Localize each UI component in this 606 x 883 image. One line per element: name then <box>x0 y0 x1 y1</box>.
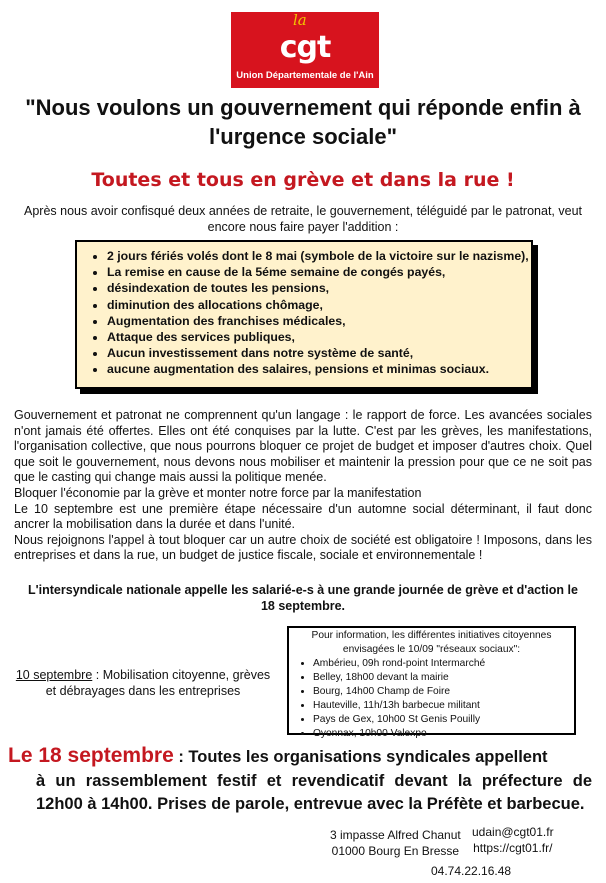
address-line: 3 impasse Alfred Chanut <box>330 828 461 842</box>
list-item: • Hauteville, 11h/13h barbecue militant <box>313 699 574 713</box>
logo-cgt: cgt <box>279 30 331 65</box>
info-heading: Pour information, les différentes initiatives citoyennes envisagées le 10/09 "réseaux sociaux": <box>311 630 552 655</box>
logo-org: Union Départementale de l'Ain <box>236 70 374 81</box>
sept10-text: : Mobilisation citoyenne, grèves et débrayages dans les entreprises <box>45 668 271 698</box>
list-item: • Aucun investissement dans notre système de santé, <box>107 345 531 361</box>
paragraph: Nous rejoignons l'appel à tout bloquer car un autre choix de société est obligatoire ! Imposons, dans les entreprises et dans la rue, un budget de justice fiscale, sociale et environnementale ! <box>14 532 592 563</box>
sept18-date: Le 18 septembre <box>8 744 174 767</box>
page-title: "Nous voulons un gouvernement qui réponde enfin à l'urgence sociale" <box>25 95 581 149</box>
intersyndicale-call: L'intersyndicale nationale appelle les salarié-e-s à une grande journée de grève et d'action le 18 septembre. <box>28 583 578 613</box>
list-item: • Oyonnax, 10h00 Valexpo <box>313 727 574 741</box>
list-item: • aucune augmentation des salaires, pensions et minimas sociaux. <box>107 361 531 377</box>
sept18-rest: à un rassemblement festif et revendicatif devant la préfecture de 12h00 à 14h00. Prises de parole, entrevue avec la Préfète et barbecue. <box>36 771 592 813</box>
list-item: • Augmentation des franchises médicales, <box>107 313 531 329</box>
paragraph: Bloquer l'économie par la grève et monter notre force par la manifestation <box>14 485 422 500</box>
email-link[interactable]: udain@cgt01.fr <box>472 825 554 839</box>
sept10-block <box>12 667 274 699</box>
list-item: • désindexation de toutes les pensions, <box>107 280 531 296</box>
info-box <box>287 626 576 739</box>
phone: 04.74.22.16.48 <box>431 864 512 878</box>
body-text <box>14 408 592 564</box>
address-line: 01000 Bourg En Bresse <box>331 844 460 858</box>
list-item: • La remise en cause de la 5éme semaine de congés payés, <box>107 264 531 280</box>
cgt-logo <box>231 12 379 88</box>
list-item: • Bourg, 14h00 Champ de Foire <box>313 685 574 699</box>
sept10-date: 10 septembre <box>15 668 93 682</box>
web-contact <box>472 824 554 856</box>
intro-text: Après nous avoir confisqué deux années de retraite, le gouvernement, téléguidé par le patronat, veut encore nous faire payer l'addition : <box>24 204 582 234</box>
grievances-list <box>77 248 531 378</box>
list-item: • Pays de Gex, 10h00 St Genis Pouilly <box>313 713 574 727</box>
paragraph: Gouvernement et patronat ne comprennent qu'un langage : le rapport de force. Les avancées sociales n'ont jamais été offertes. Elles ont été conquises par la lutte. C'est par les grèves, les manifestations, l'organisation collective, que nous pourrons bloquer ce projet de budget et imposer d'autres choix. Quel que soit le gouvernement, nous devons nous mobiliser et maintenir la pression pour que ce ne soit pas que le casting qui change mais aussi la politique menée. <box>14 408 592 485</box>
sept18-block <box>8 744 592 817</box>
list-item: • 2 jours fériés volés dont le 8 mai (symbole de la victoire sur le nazisme), <box>107 248 531 264</box>
logo-la: la <box>293 11 307 29</box>
sept18-text: : Toutes les organisations syndicales appellent <box>173 748 548 766</box>
address <box>330 827 461 859</box>
website-link[interactable]: https://cgt01.fr/ <box>473 841 553 855</box>
list-item: • Belley, 18h00 devant la mairie <box>313 671 574 685</box>
grievances-box <box>75 240 533 389</box>
list-item: • Ambérieu, 09h rond-point Intermarché <box>313 657 574 671</box>
paragraph: Le 10 septembre est une première étape nécessaire d'un automne social déterminant, il faut donc ancrer la mobilisation dans la durée et dans l'unité. <box>14 501 592 532</box>
subtitle: Toutes et tous en grève et dans la rue ! <box>91 169 515 191</box>
list-item: • Attaque des services publiques, <box>107 329 531 345</box>
list-item: • diminution des allocations chômage, <box>107 297 531 313</box>
